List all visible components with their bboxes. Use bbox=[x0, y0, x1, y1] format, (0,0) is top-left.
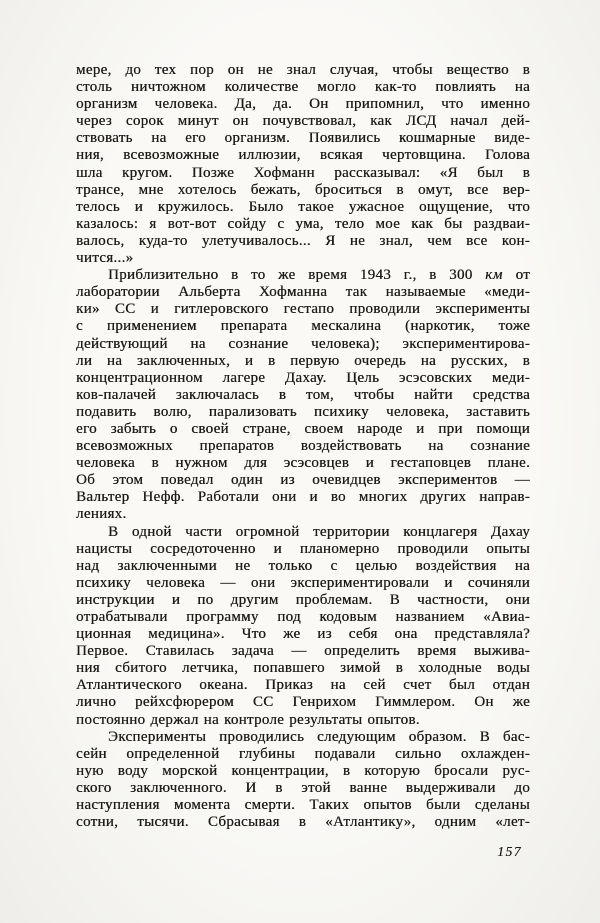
text-line: психику человека — они экспериментировали и сочиняли bbox=[76, 574, 530, 591]
text-line: ния, всевозможные иллюзии, всякая чертовщина. Голова bbox=[76, 147, 530, 164]
text-line: ную воду морской концентрации, в которую бросали рус- bbox=[76, 762, 530, 779]
text-line: казалось: я вот-вот сойду с ума, тело мое как бы раздваи- bbox=[76, 215, 530, 232]
text-line: над заключенными не только с целью воздействия на bbox=[76, 557, 530, 574]
text-line: ционная медицина». Что же из себя она представляла? bbox=[76, 626, 530, 643]
text-line: В одной части огромной территории концлагеря Дахау bbox=[108, 523, 530, 540]
text-line: Атлантического океана. Приказ на сей счет был отдан bbox=[76, 677, 530, 694]
text-line: Первое. Ставилась задача — определить время выжива- bbox=[76, 643, 530, 660]
text-line: постоянно держал на контроле результаты опытов. bbox=[76, 711, 420, 728]
text-line: Вальтер Нефф. Работали они и во многих других направ- bbox=[76, 489, 530, 506]
paragraph bbox=[76, 729, 530, 832]
text-line: шла кругом. Позже Хофманн рассказывал: «Я был в bbox=[76, 164, 530, 181]
text-line: лично рейхсфюрером СС Генрихом Гиммлером. Он же bbox=[76, 694, 530, 711]
text-line: Эксперименты проводились следующим образом. В бас- bbox=[108, 728, 530, 745]
text-line: телось и кружилось. Было такое ужасное ощущение, что bbox=[76, 198, 530, 215]
text-line: Об этом поведал один из очевидцев экспериментов — bbox=[76, 472, 530, 489]
text-line: через сорок минут он почувствовал, как ЛСД начал дей- bbox=[76, 113, 530, 130]
text-line: подавить волю, парализовать психику человека, заставить bbox=[76, 403, 530, 420]
text-line: столь ничтожном количестве могло как-то повлиять на bbox=[76, 79, 530, 96]
text-line: наступления момента смерти. Таких опытов были сделаны bbox=[76, 797, 530, 814]
text-line: сейн определенной глубины подавали сильно охлажден- bbox=[76, 745, 530, 762]
text-line: ствовать на его организм. Появились кошмарные виде- bbox=[76, 130, 530, 147]
text-line: действующий на сознание человека); экспериментирова- bbox=[76, 335, 530, 352]
text-line: с применением препарата мескалина (наркотик, тоже bbox=[76, 318, 530, 335]
text-line: ки» СС и гитлеровского гестапо проводили эксперименты bbox=[76, 301, 530, 318]
paragraph bbox=[76, 524, 530, 729]
text-line: сотни, тысячи. Сбрасывая в «Атлантику», одним «лет- bbox=[76, 814, 530, 831]
page-number: 157 bbox=[497, 844, 522, 859]
text-line: всевозможных препаратов воздействовать на сознание bbox=[76, 438, 530, 455]
text-line: чится...» bbox=[76, 250, 134, 267]
text-line: ли на заключенных, и в первую очередь на русских, в bbox=[76, 352, 530, 369]
paragraph bbox=[76, 62, 530, 267]
text-line: ков-палачей заключалась в том, чтобы найти средства bbox=[76, 386, 530, 403]
text-line: нацисты сосредоточенно и планомерно проводили опыты bbox=[76, 540, 530, 557]
text-line: лаборатории Альберта Хофманна так называемые «меди- bbox=[76, 284, 530, 301]
text-line: Приблизительно в то же время 1943 г., в 300 км от bbox=[108, 267, 530, 284]
text-line: лениях. bbox=[76, 506, 127, 523]
text-line: трансе, мне хотелось бежать, броситься в омут, все вер- bbox=[76, 181, 530, 198]
text-line: ния сбитого летчика, попавшего зимой в холодные воды bbox=[76, 660, 530, 677]
italic-text: км bbox=[485, 267, 503, 284]
text-line: его забыть о своей стране, своем народе и при помощи bbox=[76, 420, 530, 437]
paragraph bbox=[76, 267, 530, 523]
text-line: ского заключенного. И в этой ванне выдерживали до bbox=[76, 779, 530, 796]
page-text-column bbox=[76, 62, 530, 831]
text-line: отрабатывали программу под кодовым названием «Авиа- bbox=[76, 609, 530, 625]
text-line: мере, до тех пор он не знал случая, чтобы вещество в bbox=[76, 62, 530, 78]
text-line: организм человека. Да, да. Он припомнил, что именно bbox=[76, 96, 530, 113]
text-line: валось, куда-то улетучивалось... Я не знал, чем все кон- bbox=[76, 232, 530, 249]
text-line: концентрационном лагере Дахау. Цель эсэсовских меди- bbox=[76, 369, 530, 386]
text-line: человека в нужном для эсэсовцев и гестаповцев плане. bbox=[76, 455, 530, 472]
text-line: инструкции и по другим проблемам. В частности, они bbox=[76, 591, 530, 608]
